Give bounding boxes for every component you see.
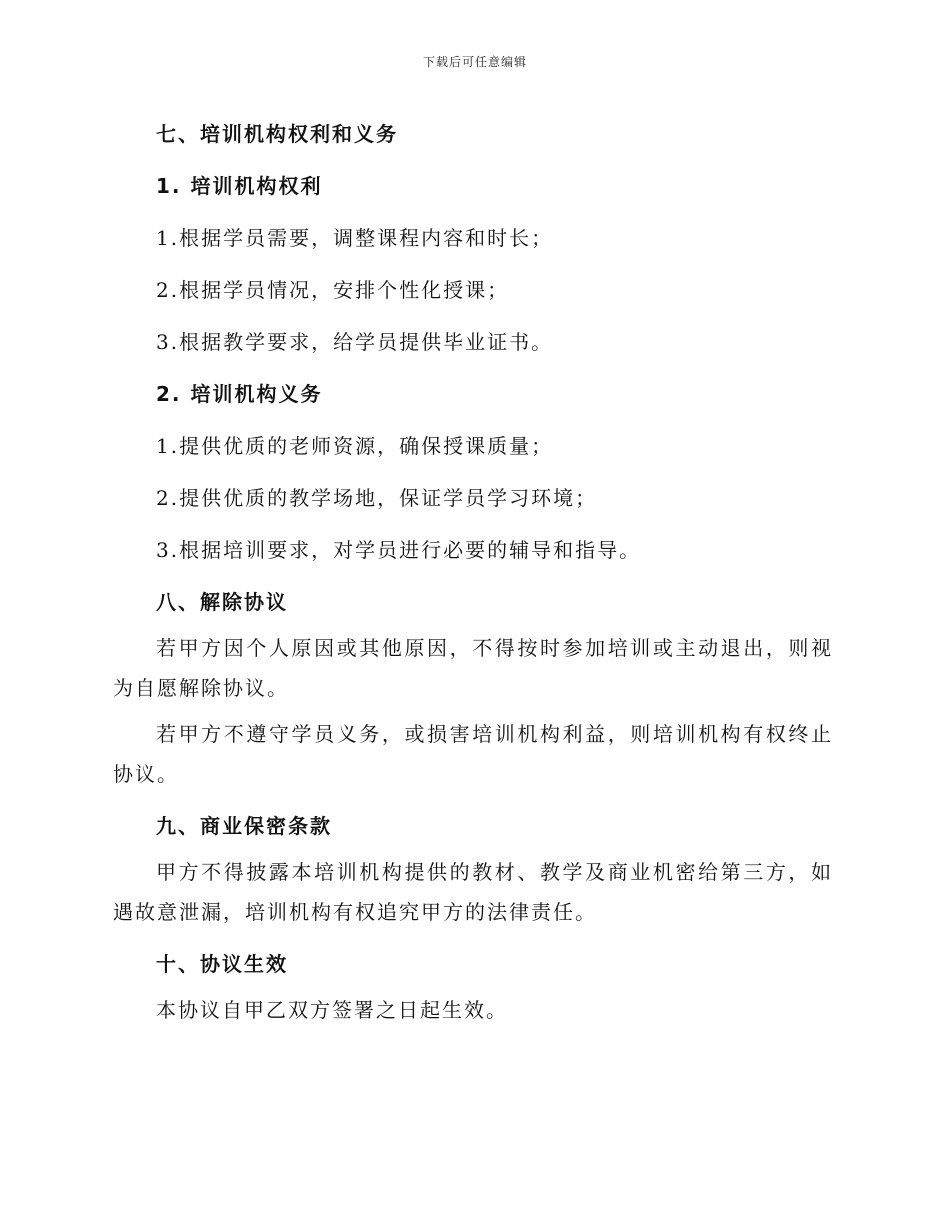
duties-subtitle: 2. 培训机构义务 bbox=[156, 382, 323, 406]
section-8-title: 八、解除协议 bbox=[156, 590, 288, 614]
section-9-paragraph-1: 甲方不得披露本培训机构提供的教材、教学及商业机密给第三方，如遇故意泄漏，培训机构有权追究甲方的法律责任。 bbox=[113, 860, 833, 924]
rights-subtitle: 1. 培训机构权利 bbox=[156, 174, 323, 198]
section-10-paragraph-1: 本协议自甲乙双方签署之日起生效。 bbox=[156, 998, 508, 1022]
section-10-title: 十、协议生效 bbox=[156, 952, 288, 976]
document-body bbox=[113, 108, 833, 1036]
duties-item-3: 3.根据培训要求，对学员进行必要的辅导和指导。 bbox=[156, 538, 642, 562]
duties-item-1: 1.提供优质的老师资源，确保授课质量； bbox=[156, 434, 554, 458]
rights-item-2: 2.根据学员情况，安排个性化授课； bbox=[156, 278, 510, 302]
section-8-paragraph-1: 若甲方因个人原因或其他原因，不得按时参加培训或主动退出，则视为自愿解除协议。 bbox=[113, 636, 833, 700]
rights-item-1: 1.根据学员需要，调整课程内容和时长； bbox=[156, 226, 554, 250]
section-8-paragraph-2: 若甲方不遵守学员义务，或损害培训机构利益，则培训机构有权终止协议。 bbox=[113, 722, 833, 786]
duties-item-2: 2.提供优质的教学场地，保证学员学习环境； bbox=[156, 486, 598, 510]
header-note: 下载后可任意编辑 bbox=[422, 55, 527, 69]
section-7-title: 七、培训机构权利和义务 bbox=[156, 122, 398, 146]
rights-item-3: 3.根据教学要求，给学员提供毕业证书。 bbox=[156, 330, 554, 354]
section-9-title: 九、商业保密条款 bbox=[156, 814, 332, 838]
